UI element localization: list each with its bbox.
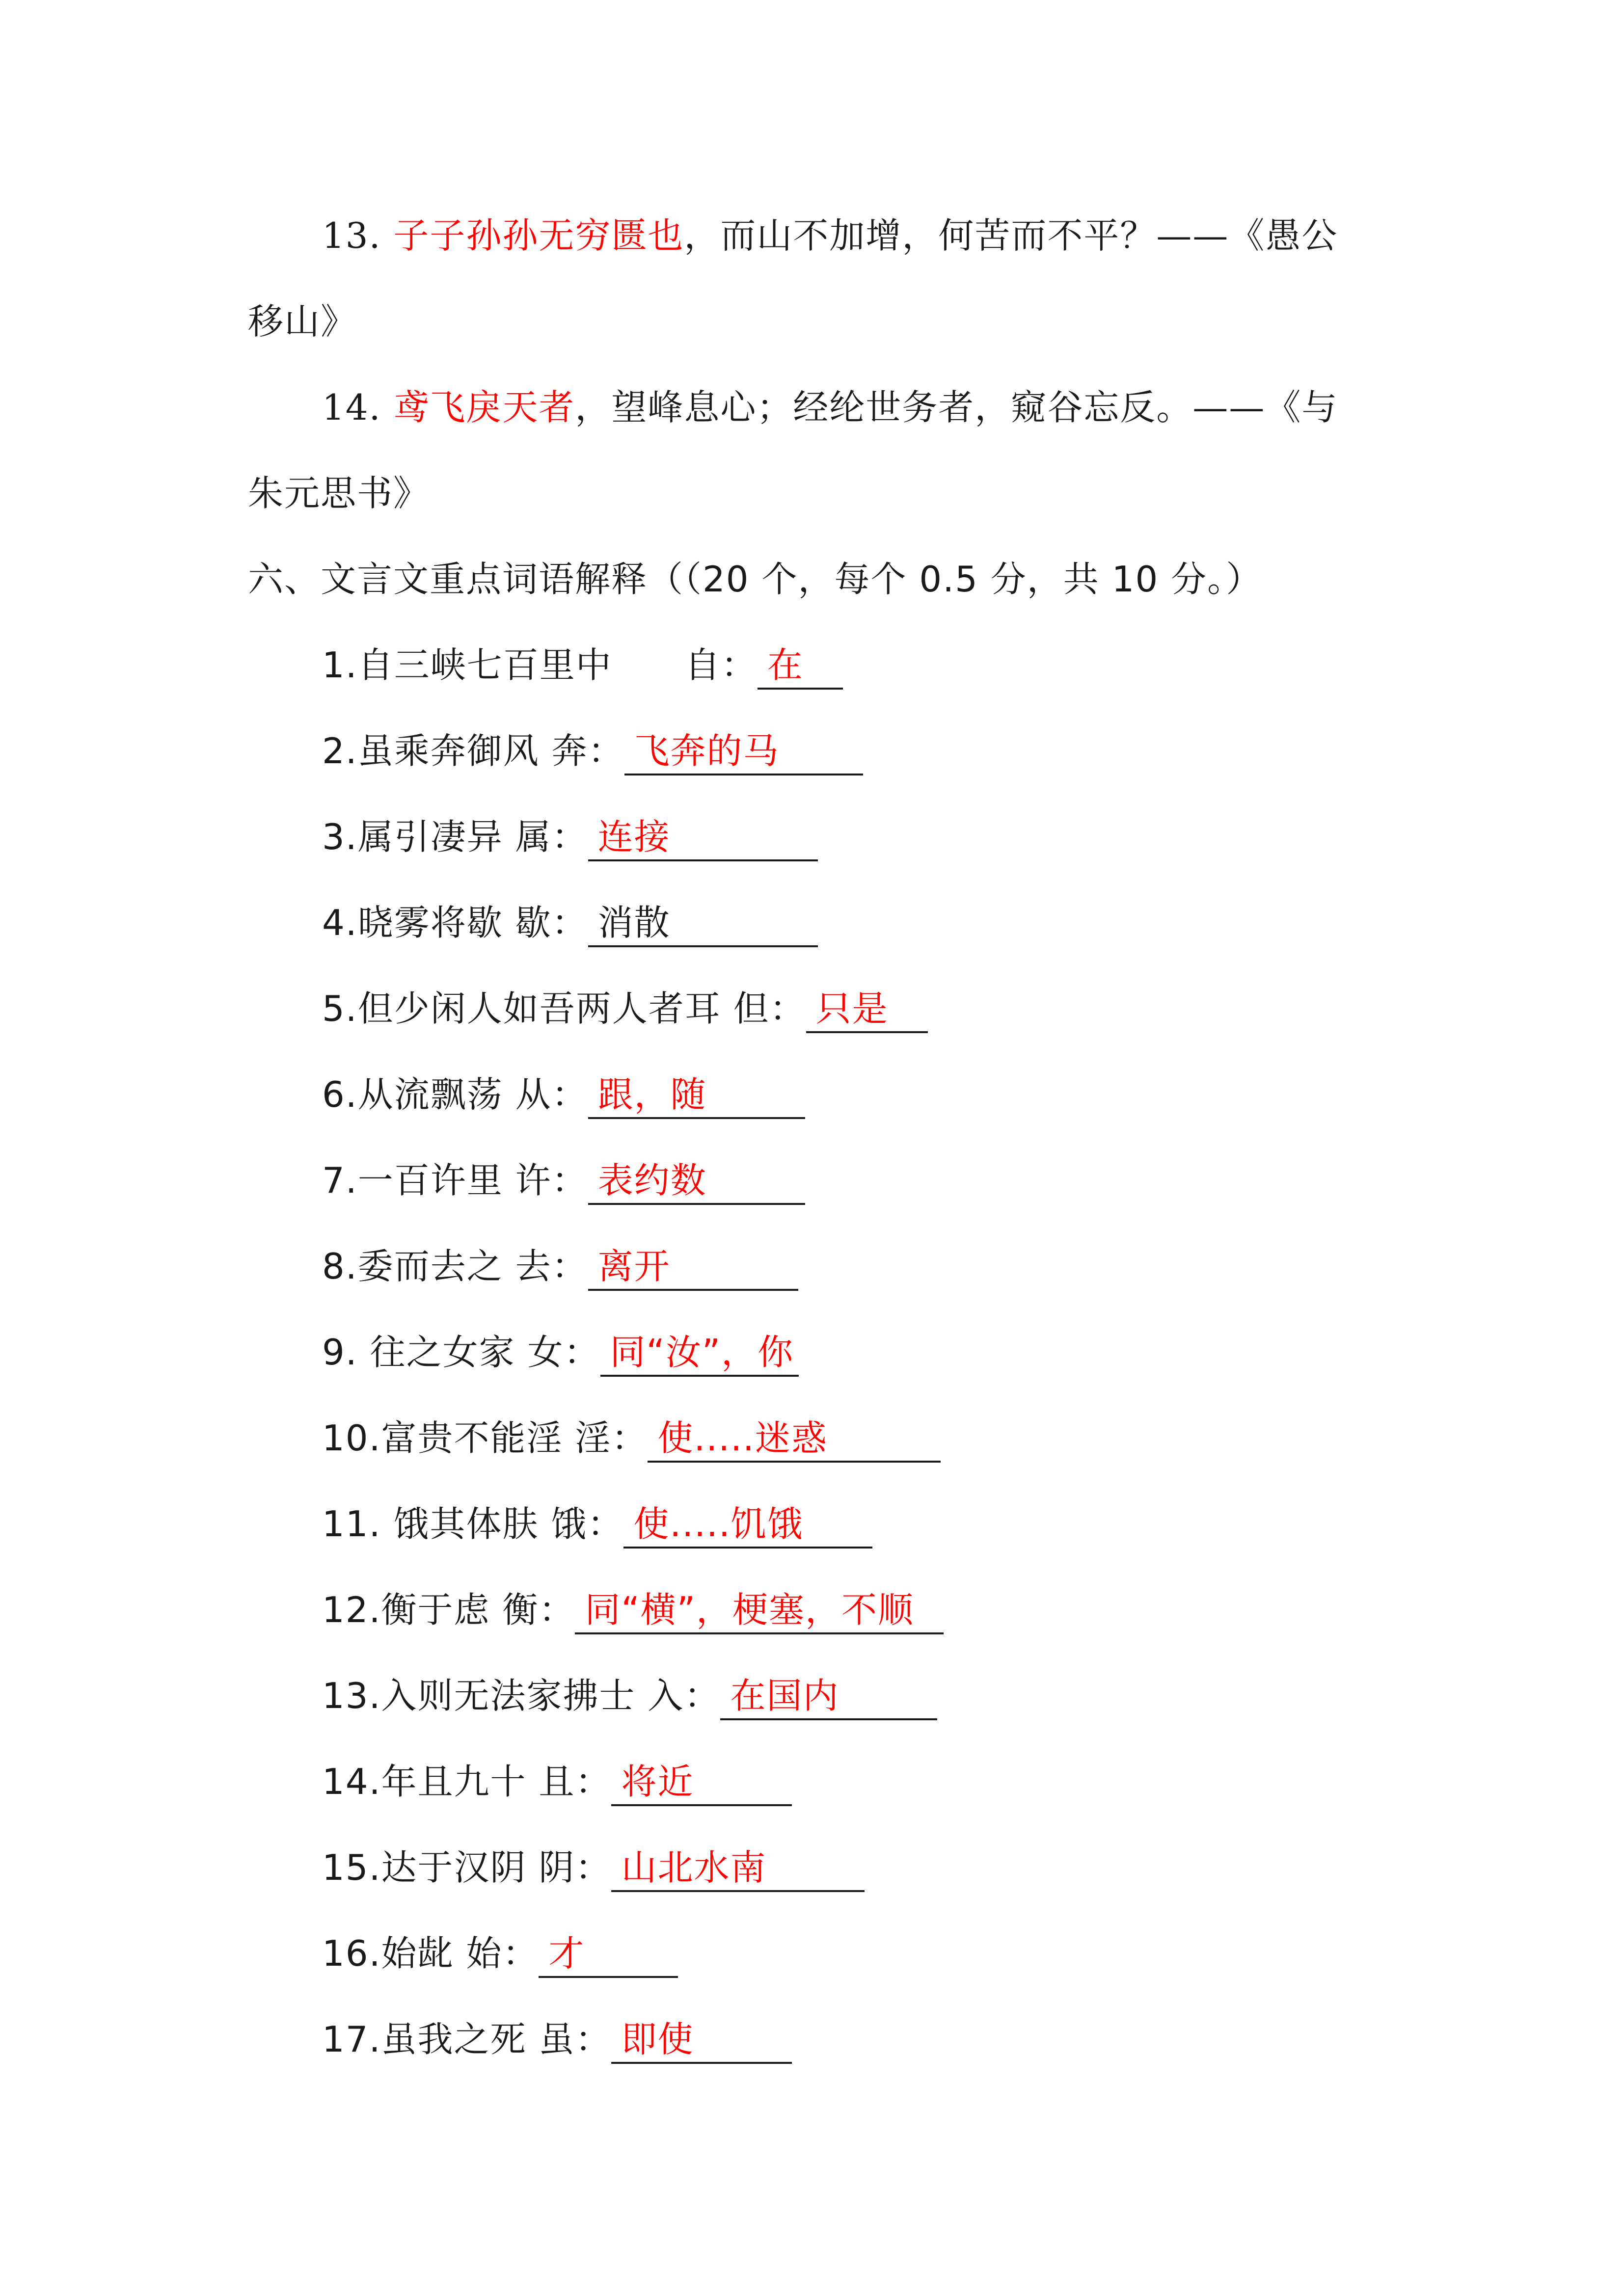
vocab-item-colon: ： [769,988,806,1029]
vocab-item-word: 歇 [515,902,552,943]
vocab-item-number: 11. [322,1503,381,1545]
vocab-item-colon: ： [611,1417,648,1459]
vocab-item-word: 淫 [575,1417,612,1459]
vocab-item-gap [527,2019,539,2060]
vocab-item-gap [539,1503,551,1545]
vocab-item-number: 6. [322,1074,358,1115]
vocab-item-number: 1. [322,644,358,686]
answer-blank [623,1501,872,1548]
vocab-item [322,984,928,1033]
vocab-item-colon: ： [539,1589,575,1630]
vocab-item-number: 17. [322,2019,381,2060]
quote-answer: 子子孙孙无穷匮也 [393,215,684,256]
vocab-item-number: 12. [322,1589,381,1630]
vocab-item-word: 阴 [539,1847,575,1888]
vocab-item [322,898,818,947]
vocab-item-colon: ： [551,816,588,857]
vocab-item-word: 女 [527,1332,564,1373]
vocab-item [322,726,863,775]
vocab-item [322,1757,792,1806]
vocab-item-answer: 跟，随 [597,1074,707,1115]
vocab-item-answer: 将近 [621,1761,694,1802]
vocab-item-gap [636,1675,648,1716]
vocab-item-gap [527,1761,539,1802]
vocab-item-word: 但 [733,988,770,1029]
answer-blank [588,814,818,861]
vocab-item-gap [503,1074,515,1115]
vocab-item-phrase: 往之女家 [357,1332,515,1373]
section-heading [248,555,1262,604]
vocab-item-answer: 在 [767,644,804,686]
quote-14-line2 [248,469,430,518]
vocab-item-colon: ： [575,1761,612,1802]
vocab-item-colon: ： [564,1332,600,1373]
vocab-item-answer: 消散 [597,902,671,943]
vocab-item-gap [527,1847,539,1888]
vocab-item-gap [721,988,733,1029]
vocab-item-phrase: 始龀 [381,1933,454,1974]
vocab-item-number: 15. [322,1847,381,1888]
vocab-item-phrase: 入则无法家拂士 [381,1675,636,1716]
quote-answer: 鸢飞戾天者 [393,387,575,428]
vocab-item-gap [454,1933,466,1974]
vocab-item-answer: 表约数 [597,1160,707,1201]
answer-blank [720,1673,937,1720]
answer-blank [611,1845,865,1892]
answer-blank [611,1759,792,1806]
vocab-item-phrase: 虽乘奔御风 [357,730,540,772]
vocab-item-number: 9. [322,1332,358,1373]
vocab-item-phrase: 富贵不能淫 [381,1417,563,1459]
vocab-item-word: 始 [466,1933,503,1974]
quote-13-line2 [248,297,357,346]
vocab-item-phrase: 一百许里 [357,1160,503,1201]
vocab-item-phrase: 从流飘荡 [357,1074,503,1115]
vocab-item [322,1499,872,1548]
quote-number: 13. [322,215,381,256]
vocab-item-answer: 山北水南 [621,1847,767,1888]
vocab-item-phrase: 达于汉阴 [381,1847,527,1888]
vocab-item-answer: 离开 [597,1246,671,1287]
vocab-item-word: 从 [515,1074,552,1115]
vocab-item-colon: ： [587,1503,624,1545]
vocab-item-answer: 使.....迷惑 [657,1417,828,1459]
vocab-item-word: 虽 [539,2019,575,2060]
answer-blank [611,2017,792,2064]
vocab-item-number: 4. [322,902,358,943]
quote-text: 朱元思书》 [248,473,430,514]
answer-blank [539,1931,678,1978]
vocab-item [322,812,818,861]
vocab-item-number: 10. [322,1417,381,1459]
vocab-item-word: 许 [515,1160,552,1201]
vocab-item-word: 入 [648,1675,684,1716]
vocab-item-word: 属 [515,816,552,857]
vocab-item-answer: 同“横”，梗塞，不顺 [585,1589,915,1630]
vocab-item-colon: ： [588,730,624,772]
vocab-item-colon: ： [551,902,588,943]
vocab-item-answer: 同“汝”，你 [610,1332,794,1373]
vocab-item-colon: ： [575,2019,612,2060]
vocab-item [322,1585,944,1634]
vocab-item-word: 且 [539,1761,575,1802]
quote-14-line1 [322,383,1338,432]
vocab-item-number: 5. [322,988,358,1029]
answer-blank [575,1587,944,1634]
vocab-item-answer: 连接 [597,816,671,857]
vocab-item-phrase: 晓雾将歇 [357,902,503,943]
vocab-item-phrase: 饿其体肤 [381,1503,539,1545]
quote-13-line1 [322,211,1338,260]
vocab-item-answer: 使.....饥饿 [633,1503,804,1545]
answer-blank [600,1330,799,1377]
answer-blank [588,900,818,947]
answer-blank [588,1072,805,1119]
vocab-item-colon: ： [551,1246,588,1287]
vocab-item-gap [503,1246,515,1287]
vocab-item-gap [490,1589,503,1630]
vocab-item-gap [503,816,515,857]
vocab-item [322,1929,678,1978]
vocab-item [322,641,843,690]
vocab-item [322,1156,805,1205]
quote-text: ，而山不加增，何苦而不平？——《愚公 [684,215,1338,256]
vocab-item-answer: 即使 [621,2019,694,2060]
vocab-item-gap [612,644,685,686]
vocab-item [322,1414,941,1463]
vocab-item-answer: 才 [548,1933,585,1974]
answer-blank [648,1415,940,1463]
vocab-item-gap [503,1160,515,1201]
vocab-item-answer: 飞奔的马 [634,730,780,772]
answer-blank [588,1244,798,1291]
vocab-item-number: 8. [322,1246,358,1287]
vocab-item-number: 3. [322,816,358,857]
answer-blank [624,728,863,775]
vocab-item-phrase: 属引凄异 [357,816,503,857]
vocab-item-word: 自 [684,644,721,686]
section-heading-text: 六、文言文重点词语解释（（20 个，每个 0.5 分，共 10 分。） [248,559,1263,600]
vocab-item-colon: ： [575,1847,612,1888]
vocab-item [322,1070,805,1119]
vocab-item-word: 奔 [551,730,588,772]
quote-number: 14. [322,387,381,428]
answer-blank [758,642,843,690]
vocab-item-phrase: 但少闲人如吾两人者耳 [357,988,721,1029]
vocab-item-colon: ： [684,1675,721,1716]
vocab-item-word: 衡 [502,1589,539,1630]
vocab-item [322,1843,865,1892]
vocab-item-word: 饿 [551,1503,588,1545]
vocab-item-number: 7. [322,1160,358,1201]
vocab-item-colon: ： [502,1933,539,1974]
quote-text: ，望峰息心；经纶世务者，窥谷忘反。——《与 [575,387,1338,428]
quote-text: 移山》 [248,301,357,342]
vocab-item-phrase: 年且九十 [381,1761,527,1802]
vocab-item-gap [503,902,515,943]
vocab-item-word: 去 [515,1246,552,1287]
vocab-item-number: 14. [322,1761,381,1802]
vocab-item-number: 2. [322,730,358,772]
vocab-item-colon: ： [721,644,758,686]
vocab-item-colon: ： [551,1074,588,1115]
vocab-item-gap [540,730,552,772]
vocab-item-phrase: 自三峡七百里中 [357,644,612,686]
vocab-item-answer: 在国内 [730,1675,839,1716]
vocab-item [322,1242,798,1291]
vocab-item-gap [515,1332,528,1373]
vocab-item-gap [563,1417,575,1459]
vocab-item-answer: 只是 [815,988,889,1029]
answer-blank [588,1158,805,1205]
vocab-item-colon: ： [551,1160,588,1201]
vocab-item [322,1328,799,1377]
vocab-item-phrase: 虽我之死 [381,2019,527,2060]
vocab-item-phrase: 委而去之 [357,1246,503,1287]
vocab-item-number: 13. [322,1675,381,1716]
vocab-item [322,2015,792,2064]
vocab-item-number: 16. [322,1933,381,1974]
vocab-item-phrase: 衡于虑 [381,1589,490,1630]
vocab-item [322,1671,937,1720]
answer-blank [806,986,928,1033]
